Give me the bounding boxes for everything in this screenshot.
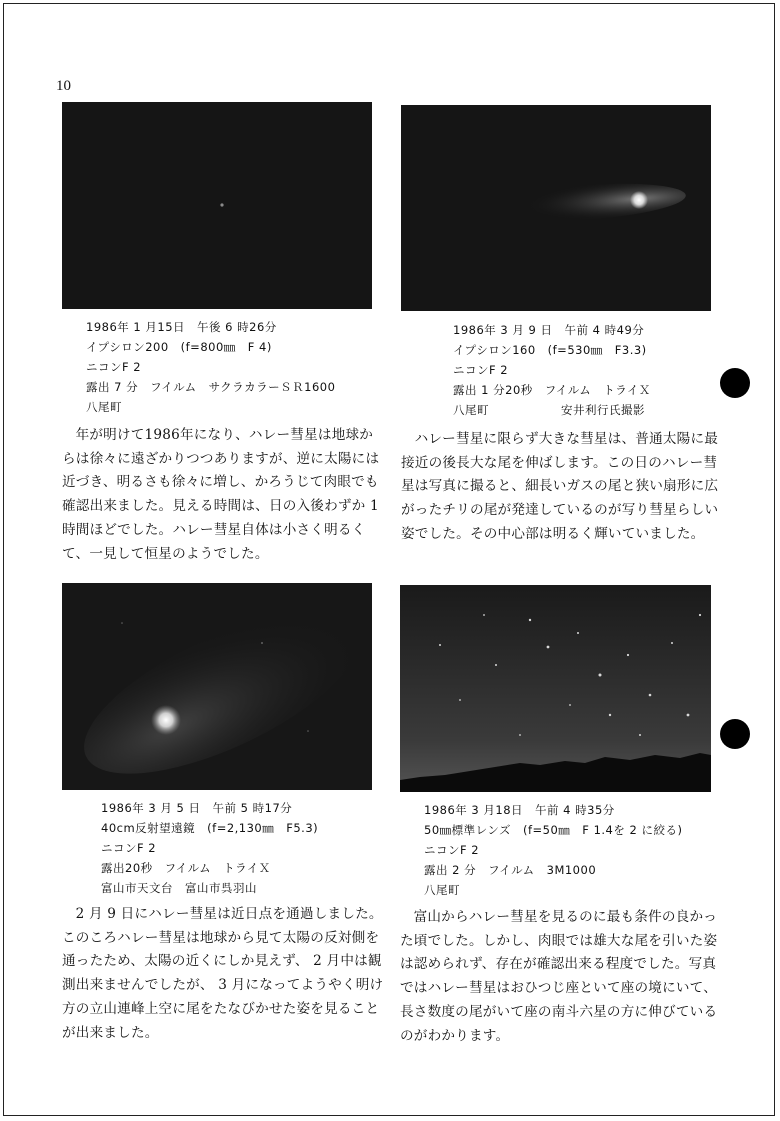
star <box>599 674 602 677</box>
star <box>577 632 579 634</box>
text-jan15 <box>62 424 384 566</box>
star <box>671 642 673 644</box>
star <box>649 694 652 697</box>
paragraph: 年が明けて1986年になり、ハレー彗星は地球からは徐々に遠ざかりつつありますが、逆に太陽には近づき、明るさも徐々に増し、かろうじて肉眼でも確認出来ました。見える時間は、日の入後わずか 1 時間ほどでした。ハレー彗星自体は小さく明るくて、一見して恒星のようでした。 <box>62 427 380 562</box>
star <box>307 730 309 732</box>
caption-line: 40cm反射望遠鏡 (f=2,130㎜ F5.3) <box>101 821 319 835</box>
caption-line: 八尾町 <box>424 883 460 897</box>
caption-line: 富山市天文台 富山市呉羽山 <box>101 881 257 895</box>
star <box>439 644 441 646</box>
star <box>519 734 521 736</box>
page-number: 10 <box>56 78 71 94</box>
caption-line: 八尾町 安井利行氏撮影 <box>453 403 645 417</box>
caption-line: イプシロン200 (f=800㎜ F 4) <box>86 340 272 354</box>
photo-mar5 <box>62 583 372 790</box>
caption-line: 露出 1 分20秒 フイルム トライＸ <box>453 383 651 397</box>
caption-mar5 <box>101 798 318 898</box>
caption-line: 露出 7 分 フイルム サクラカラーＳＲ1600 <box>86 380 336 394</box>
photo-mar18 <box>400 585 711 792</box>
comet-point <box>220 203 223 206</box>
star <box>121 622 123 624</box>
star <box>459 699 461 701</box>
caption-line: 1986年 3 月 5 日 午前 5 時17分 <box>101 801 293 815</box>
star <box>483 614 485 616</box>
star <box>529 619 531 621</box>
text-mar9 <box>401 428 723 547</box>
binder-hole-mark <box>720 719 750 749</box>
caption-line: イプシロン160 (f=530㎜ F3.3) <box>453 343 647 357</box>
paragraph: ハレー彗星に限らず大きな彗星は、普通太陽に最接近の後長大な尾を伸ばします。この日のハレー彗星は写真に撮ると、細長いガスの尾と狭い扇形に広がったチリの尾が発達しているのが写り彗星らしい姿でした。その中心部は明るく輝いていました。 <box>401 431 719 542</box>
paragraph: 富山からハレー彗星を見るのに最も条件の良かった頃でした。しかし、肉眼では雄大な尾を引いた姿は認められず、存在が確認出来る程度でした。写真ではハレー彗星はおひつじ座といて座の境にいて、長さ数度の尾がいて座の南斗六星の方に伸びているのがわかります。 <box>400 909 718 1044</box>
star <box>609 714 611 716</box>
photo-mar9 <box>401 105 711 311</box>
caption-jan15 <box>86 317 335 417</box>
caption-mar9 <box>453 320 651 420</box>
caption-line: ニコンF 2 <box>453 363 509 377</box>
caption-mar18 <box>424 800 682 900</box>
comet-nucleus <box>630 191 648 209</box>
star <box>569 704 571 706</box>
star <box>261 642 263 644</box>
caption-line: 1986年 1 月15日 午後 6 時26分 <box>86 320 277 334</box>
star <box>699 614 701 616</box>
photo-jan15 <box>62 102 372 309</box>
star <box>627 654 629 656</box>
comet-nucleus <box>151 705 181 735</box>
binder-hole-mark <box>720 368 750 398</box>
text-mar18 <box>400 906 722 1048</box>
caption-line: ニコンF 2 <box>424 843 480 857</box>
star <box>547 646 550 649</box>
caption-line: 露出 2 分 フイルム 3M1000 <box>424 863 597 877</box>
star <box>495 664 497 666</box>
caption-line: 露出20秒 フイルム トライＸ <box>101 861 271 875</box>
star <box>687 714 690 717</box>
star <box>639 734 641 736</box>
caption-line: ニコンF 2 <box>101 841 157 855</box>
caption-line: 1986年 3 月18日 午前 4 時35分 <box>424 803 615 817</box>
caption-line: ニコンF 2 <box>86 360 142 374</box>
text-mar5 <box>62 903 384 1045</box>
caption-line: 八尾町 <box>86 400 122 414</box>
paragraph: 2 月 9 日にハレー彗星は近日点を通過しました。このころハレー彗星は地球から見て太陽の反対側を通ったため、太陽の近くにしか見えず、 2 月中は観測出来ませんでしたが、 3 月になってようやく明け方の立山連峰上空に尾をたなびかせた姿を見ることが出来ました。 <box>62 906 384 1041</box>
caption-line: 1986年 3 月 9 日 午前 4 時49分 <box>453 323 645 337</box>
caption-line: 50㎜標準レンズ (f=50㎜ F 1.4を 2 に絞る) <box>424 823 683 837</box>
